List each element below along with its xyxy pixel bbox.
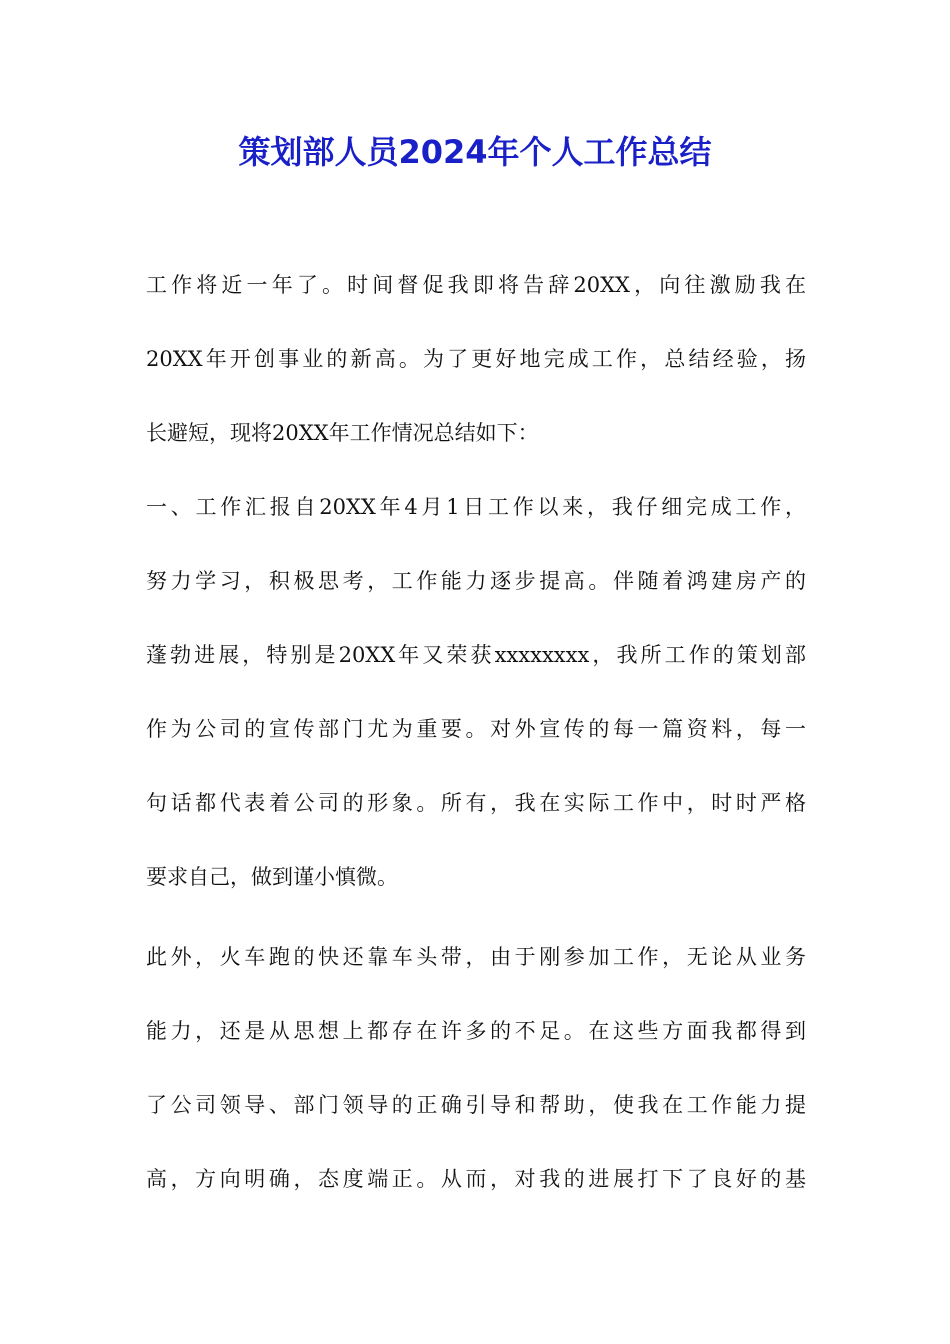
- paragraph-2-line-6: 要求自己，做到谨小慎微。: [146, 865, 398, 889]
- paragraph-3-line-4: 高，方向明确，态度端正。从而，对我的进展打下了良好的基: [146, 1167, 806, 1191]
- paragraph-3-line-3: 了公司领导、部门领导的正确引导和帮助，使我在工作能力提: [146, 1093, 806, 1117]
- paragraph-2-line-2: 努力学习，积极思考，工作能力逐步提高。伴随着鸿建房产的: [146, 569, 806, 593]
- paragraph-2-line-5: 句话都代表着公司的形象。所有，我在实际工作中，时时严格: [146, 791, 806, 815]
- paragraph-2-line-4: 作为公司的宣传部门尤为重要。对外宣传的每一篇资料，每一: [146, 717, 806, 741]
- paragraph-2-line-3: 蓬勃进展，特别是20XX年又荣获xxxxxxxx，我所工作的策划部: [146, 643, 806, 667]
- document-title: 策划部人员2024年个人工作总结: [238, 133, 712, 171]
- paragraph-1-line-1: 工作将近一年了。时间督促我即将告辞20XX，向往激励我在: [146, 273, 806, 297]
- paragraph-1-line-2: 20XX年开创事业的新高。为了更好地完成工作，总结经验，扬: [146, 347, 806, 371]
- paragraph-3-line-2: 能力，还是从思想上都存在许多的不足。在这些方面我都得到: [146, 1019, 806, 1043]
- paragraph-2-line-1: 一、工作汇报自20XX年4月1日工作以来，我仔细完成工作，: [146, 495, 806, 519]
- paragraph-3-line-1: 此外，火车跑的快还靠车头带，由于刚参加工作，无论从业务: [146, 945, 806, 969]
- paragraph-1-line-3: 长避短，现将20XX年工作情况总结如下：: [146, 421, 539, 445]
